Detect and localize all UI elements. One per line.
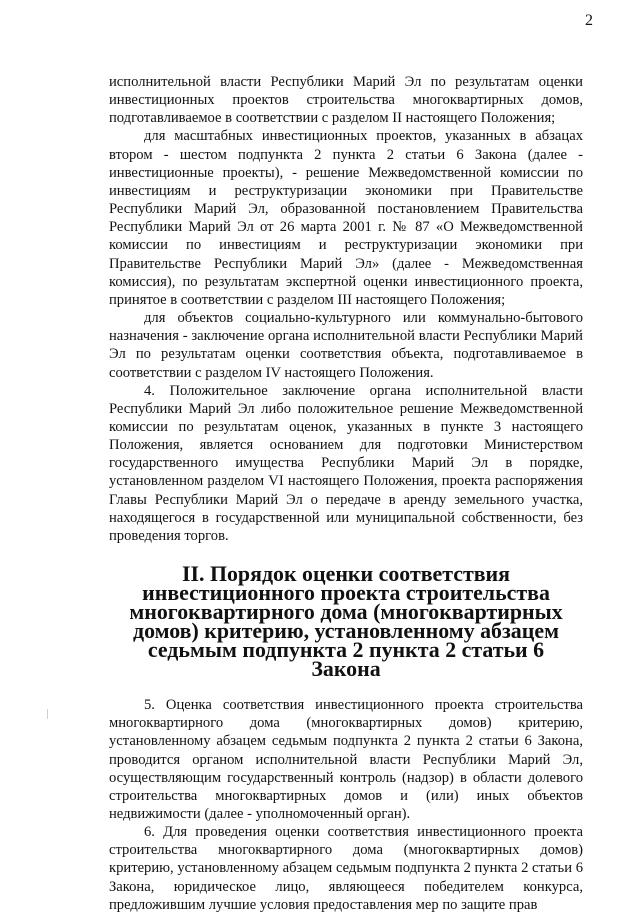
page-number: 2: [585, 12, 593, 29]
paragraph-item-4: 4. Положительное заключение органа исполнительной власти Республики Марий Эл либо положительное решение Межведомственной комиссии по результатам оценок, указанных в пункте 3 настоящего Положения, является основанием для подготовки Министерством государственного имущества Республики Марий Эл в порядке, установленном разделом VI настоящего Положения, проекта распоряжения Главы Республики Марий Эл о передаче в аренду земельного участка, находящегося в государственной или муниципальной собственности, без проведения торгов.: [109, 382, 583, 544]
paragraph-item-5: 5. Оценка соответствия инвестиционного проекта строительства многоквартирного дома (многоквартирных домов) критерию, установленному абзацем седьмым подпункта 2 пункта 2 статьи 6 Закона, проводится органом исполнительной власти Республики Марий Эл, осуществляющим государственный контроль (надзор) в области долевого строительства многоквартирных домов и (или) иных объектов недвижимости (далее - уполномоченный орган).: [109, 697, 583, 822]
document-body: [109, 73, 583, 914]
paragraph-social-objects: для объектов социально-культурного или коммунально-бытового назначения - заключение органа исполнительной власти Республики Марий Эл по результатам оценки соответствия объекта, подготавливаемое в соответствии с разделом IV настоящего Положения.: [109, 310, 583, 381]
section-title: II. Порядок оценки соответствия инвестиционного проекта строительства многоквартирного дома (многоквартирных домов) критерию, установленному абзацем седьмым подпункта 2 пункта 2 статьи 6 Закона: [129, 561, 563, 682]
paragraph-continuation: исполнительной власти Республики Марий Эл по результатам оценки инвестиционных проектов строительства многоквартирных домов, подготавливаемое в соответствии с разделом II настоящего Положения;: [109, 74, 583, 127]
paragraph-large-projects: для масштабных инвестиционных проектов, указанных в абзацах втором - шестом подпункта 2 пункта 2 статьи 6 Закона (далее - инвестиционные проекты), - решение Межведомственной комиссии по инвестициям и реструктуризации экономики при Правительстве Республики Марий Эл, образованной постановлением Правительства Республики Марий Эл от 26 марта 2001 г. № 87 «О Межведомственной комиссии по инвестициям и реструктуризации экономики при Правительстве Республики Марий Эл» (далее - Межведомственная комиссия), по результатам экспертной оценки инвестиционного проекта, принятое в соответствии с разделом III настоящего Положения;: [109, 128, 583, 308]
scan-artifact: [47, 709, 48, 719]
paragraph-item-6: 6. Для проведения оценки соответствия инвестиционного проекта строительства многоквартирного дома (многоквартирных домов) критерию, установленному абзацем седьмым подпункта 2 пункта 2 статьи 6 Закона, юридическое лицо, являющееся победителем конкурса, предложившим лучшие условия предоставления мер по защите прав: [109, 824, 583, 913]
